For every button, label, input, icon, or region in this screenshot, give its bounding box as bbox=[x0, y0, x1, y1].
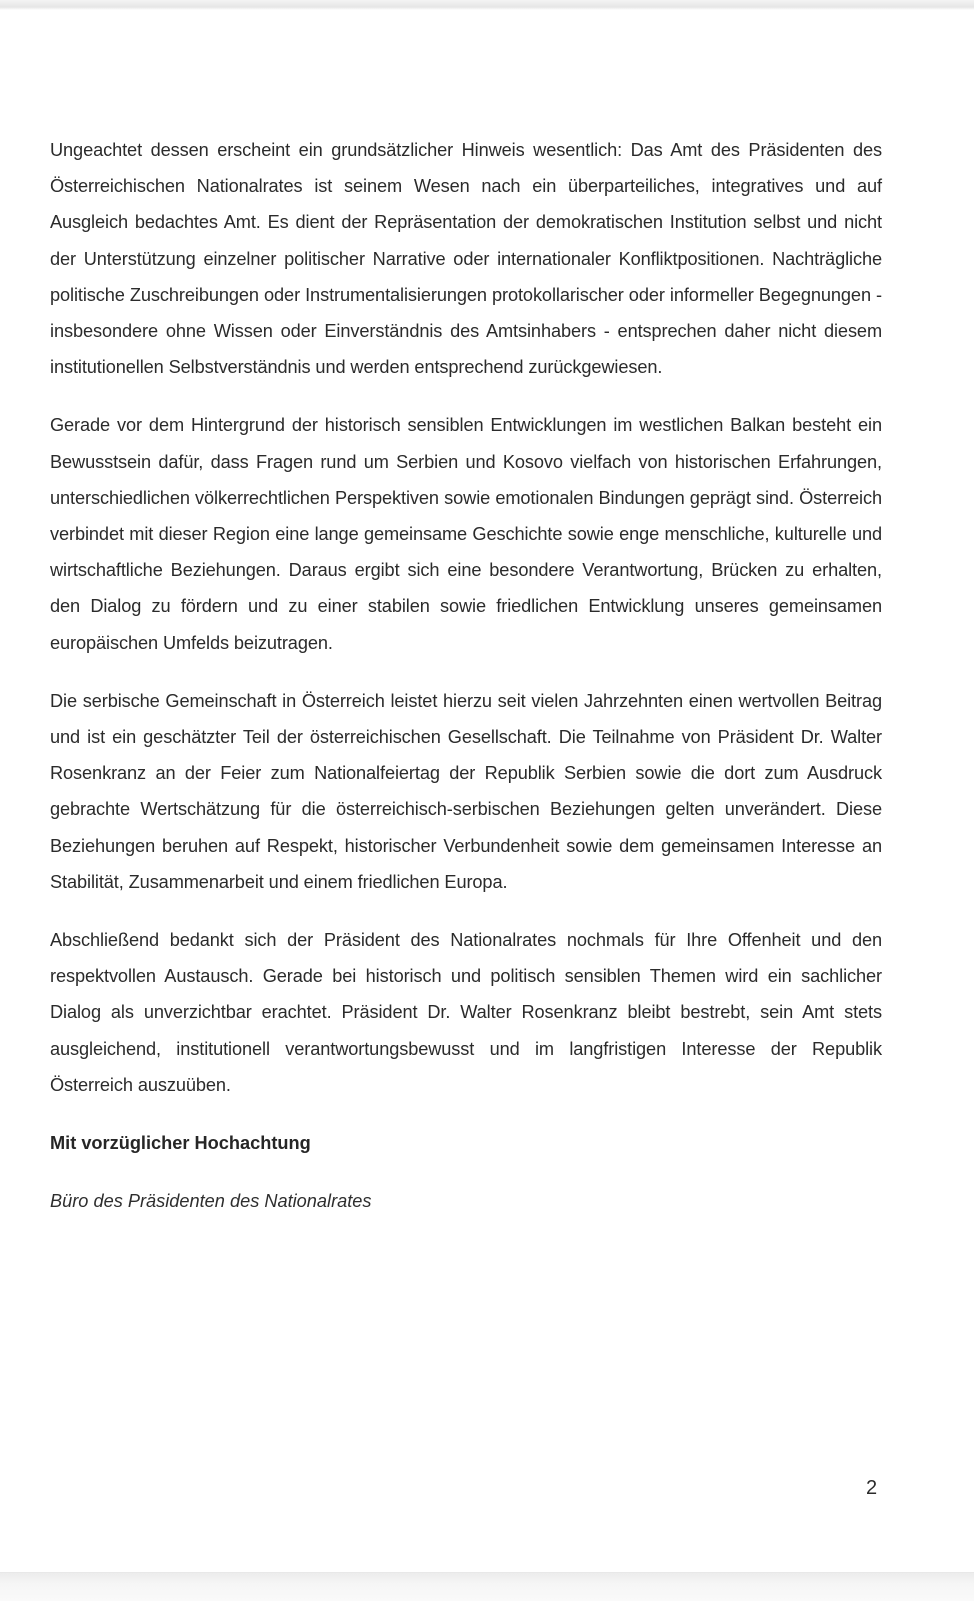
paragraph-conclusion: Abschließend bedankt sich der Präsident des Nationalrates nochmals für Ihre Offenheit und den respektvollen Austausch. Gerade bei historisch und politisch sensiblen Themen wird ein sachlicher Dialog als unverzichtbar erachtet. Präsident Dr. Walter Rosenkranz bleibt bestrebt, sein Amt stets ausgleichend, institutionell verantwortungsbewusst und im langfristigen Interesse der Republik Österreich auszuüben. bbox=[50, 930, 882, 1095]
paragraph-institutional-role: Ungeachtet dessen erscheint ein grundsätzlicher Hinweis wesentlich: Das Amt des Präsidenten des Österreichischen Nationalrates ist seinem Wesen nach ein überparteiliches, integratives und auf Ausgleich bedachtes Amt. Es dient der Repräsentation der demokratischen Institution selbst und nicht der Unterstützung einzelner politischer Narrative oder internationaler Konfliktpositionen. Nachträgliche politische Zuschreibungen oder Instrumentalisierungen protokollarischer oder informeller Begegnungen - insbesondere ohne Wissen oder Einverständnis des Amtsinhabers - entsprechen daher nicht diesem institutionellen Selbstverständnis und werden entsprechend zurückgewiesen. bbox=[50, 140, 882, 378]
paragraph-serbian-community: Die serbische Gemeinschaft in Österreich leistet hierzu seit vielen Jahrzehnten einen wertvollen Beitrag und ist ein geschätzter Teil der österreichischen Gesellschaft. Die Teilnahme von Präsident Dr. Walter Rosenkranz an der Feier zum Nationalfeiertag der Republik Serbien sowie die dort zum Ausdruck gebrachte Wertschätzung für die österreichisch-serbischen Beziehungen gelten unverändert. Diese Beziehungen beruhen auf Respekt, historischer Verbundenheit sowie dem gemeinsamen Interesse an Stabilität, Zusammenarbeit und einem friedlichen Europa. bbox=[50, 690, 882, 892]
closing-salutation: Mit vorzüglicher Hochachtung bbox=[50, 1133, 311, 1154]
page-top-edge bbox=[0, 0, 974, 10]
page-number: 2 bbox=[866, 1477, 878, 1499]
document-page bbox=[0, 10, 974, 1572]
page-bottom-edge bbox=[0, 1572, 974, 1601]
signature-office: Büro des Präsidenten des Nationalrates bbox=[50, 1191, 372, 1212]
paragraph-western-balkans: Gerade vor dem Hintergrund der historisch sensiblen Entwicklungen im westlichen Balkan besteht ein Bewusstsein dafür, dass Fragen rund um Serbien und Kosovo vielfach von historischen Erfahrungen, unterschiedlichen völkerrechtlichen Perspektiven sowie emotionalen Bindungen geprägt sind. Österreich verbindet mit dieser Region eine lange gemeinsame Geschichte sowie enge menschliche, kulturelle und wirtschaftliche Beziehungen. Daraus ergibt sich eine besondere Verantwortung, Brücken zu erhalten, den Dialog zu fördern und zu einer stabilen sowie friedlichen Entwicklung unseres gemeinsamen europäischen Umfelds beizutragen. bbox=[50, 415, 882, 653]
letter-body bbox=[50, 132, 882, 1219]
